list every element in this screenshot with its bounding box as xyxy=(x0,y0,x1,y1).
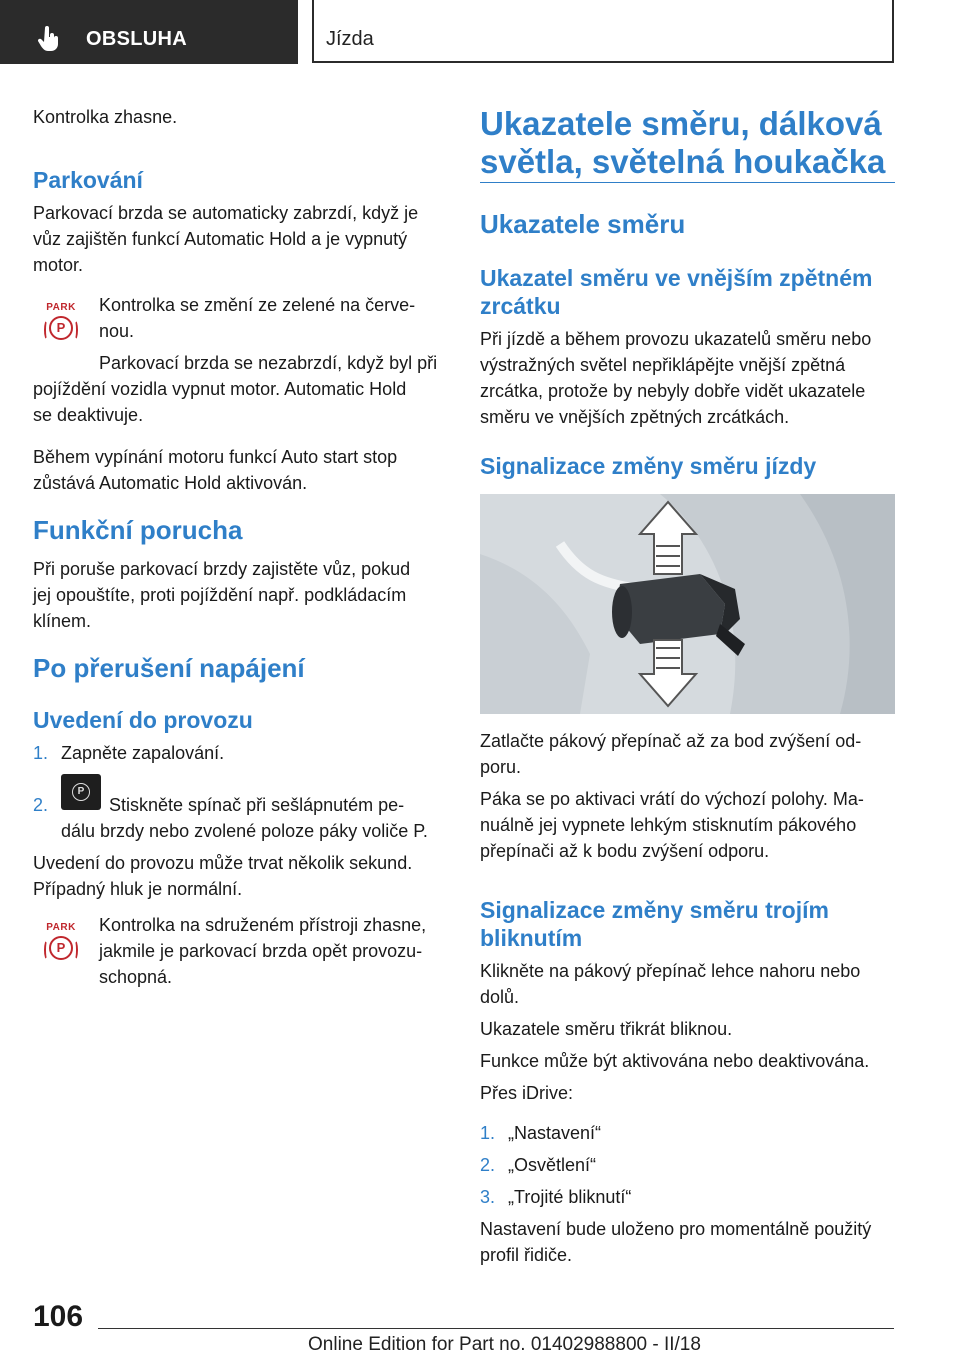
park-brake-warning-icon xyxy=(41,922,81,960)
paragraph: jakmile je parkovací brzda opět provozu- xyxy=(99,941,423,961)
heading-parking: Parkování xyxy=(33,167,143,193)
paragraph: Páka se po aktivaci vrátí do výchozí polohy. Ma- xyxy=(480,789,864,809)
paragraph: Uvedení do provozu může trvat několik sekund. xyxy=(33,853,413,873)
park-icon-label: PARK xyxy=(46,922,76,933)
paragraph: směru ve vnějších zpětných zrcátkách. xyxy=(480,407,790,427)
paragraph: Funkce může být aktivována nebo deaktivována. xyxy=(480,1051,870,1071)
header-section-title: OBSLUHA xyxy=(86,28,187,50)
paragraph: klínem. xyxy=(33,611,92,631)
turn-signal-stalk-figure xyxy=(480,494,895,714)
heading-rule xyxy=(480,182,895,183)
paragraph: jej opouštíte, proti pojíždění např. podkládacím xyxy=(33,585,407,605)
list-item: Stiskněte spínač při sešlápnutém pe- xyxy=(109,795,405,815)
menu-step: „Osvětlení“ xyxy=(508,1155,597,1175)
paragraph: nou. xyxy=(99,321,135,341)
paragraph: se deaktivuje. xyxy=(33,405,144,425)
menu-step: „Trojité bliknutí“ xyxy=(508,1187,632,1207)
paragraph: výstražných světel nepřiklápějte vnější zpětná xyxy=(480,355,846,375)
heading-signal-direction: Signalizace změny směru jízdy xyxy=(480,453,817,479)
paragraph: Kontrolka se změní ze zelené na červe- xyxy=(99,295,416,315)
parking-brake-button-icon xyxy=(61,774,101,810)
parking-brake-symbol-icon: P xyxy=(72,783,90,801)
park-icon-label: PARK xyxy=(46,302,76,313)
list-number: 2. xyxy=(480,1155,496,1175)
paragraph: poru. xyxy=(480,757,522,777)
paragraph: Parkovací brzda se nezabrzdí, když byl při xyxy=(99,353,438,373)
paragraph: zůstává Automatic Hold aktivován. xyxy=(33,473,308,493)
paragraph: přepínači až k bodu zvýšení odporu. xyxy=(480,841,770,861)
heading-triple-blink: Signalizace změny směru trojím xyxy=(480,897,829,923)
stalk-illustration xyxy=(480,494,895,714)
header-section-bar xyxy=(0,0,298,64)
chapter-heading-line-1: Ukazatele směru, dálková xyxy=(480,105,882,142)
list-number: 1. xyxy=(480,1123,496,1143)
chapter-heading-line-2: světla, světelná houkačka xyxy=(480,143,886,180)
paragraph: zrcátka, protože by nebyly dobře vidět ukazatele xyxy=(480,381,866,401)
paragraph: Kontrolka zhasne. xyxy=(33,107,178,127)
paragraph: Nastavení bude uloženo pro momentálně použitý xyxy=(480,1219,872,1239)
paragraph: pojíždění vozidla vypnut motor. Automatic Hold xyxy=(33,379,407,399)
header-chapter-box xyxy=(312,0,894,63)
header-chapter-title: Jízda xyxy=(326,28,374,50)
paragraph: Parkovací brzda se automaticky zabrzdí, když je xyxy=(33,203,419,223)
edition-note: Online Edition for Part no. 01402988800 - II/18 xyxy=(308,1334,701,1355)
paragraph: Případný hluk je normální. xyxy=(33,879,243,899)
paragraph: Ukazatele směru třikrát bliknou. xyxy=(480,1019,733,1039)
list-item: Zapněte zapalování. xyxy=(61,743,225,763)
list-item: dálu brzdy nebo zvolené poloze páky voliče P. xyxy=(61,821,428,841)
paragraph: vůz zajištěn funkcí Automatic Hold a je vypnutý xyxy=(33,229,408,249)
heading-startup: Uvedení do provozu xyxy=(33,707,253,733)
paragraph: Kontrolka na sdruženém přístroji zhasne, xyxy=(99,915,427,935)
paragraph: Při poruše parkovací brzdy zajistěte vůz, pokud xyxy=(33,559,411,579)
heading-power: Po přerušení napájení xyxy=(33,653,305,683)
park-icon-letter: P xyxy=(49,936,73,960)
list-number: 1. xyxy=(33,743,49,763)
paragraph: nuálně jej vypnete lehkým stisknutím pákového xyxy=(480,815,857,835)
paragraph: Přes iDrive: xyxy=(480,1083,574,1103)
heading-mirror-signal: zrcátku xyxy=(480,293,561,319)
paragraph: dolů. xyxy=(480,987,520,1007)
paragraph: schopná. xyxy=(99,967,173,987)
paragraph: Během vypínání motoru funkcí Auto start stop xyxy=(33,447,398,467)
heading-turn-signals: Ukazatele směru xyxy=(480,209,686,239)
heading-mirror-signal: Ukazatel směru ve vnějším zpětném xyxy=(480,265,873,291)
park-brake-warning-icon xyxy=(41,302,81,340)
heading-fault: Funkční porucha xyxy=(33,515,243,545)
list-number: 2. xyxy=(33,795,49,815)
hand-icon xyxy=(38,26,60,52)
paragraph: motor. xyxy=(33,255,84,275)
menu-step: „Nastavení“ xyxy=(508,1123,602,1143)
park-icon-letter: P xyxy=(49,316,73,340)
paragraph: Klikněte na pákový přepínač lehce nahoru nebo xyxy=(480,961,861,981)
footer-rule xyxy=(98,1328,894,1329)
page-number: 106 xyxy=(33,1300,84,1333)
paragraph: profil řidiče. xyxy=(480,1245,573,1265)
paragraph: Při jízdě a během provozu ukazatelů směru nebo xyxy=(480,329,872,349)
paragraph: Zatlačte pákový přepínač až za bod zvýšení od- xyxy=(480,731,862,751)
list-number: 3. xyxy=(480,1187,496,1207)
heading-triple-blink: bliknutím xyxy=(480,925,583,951)
